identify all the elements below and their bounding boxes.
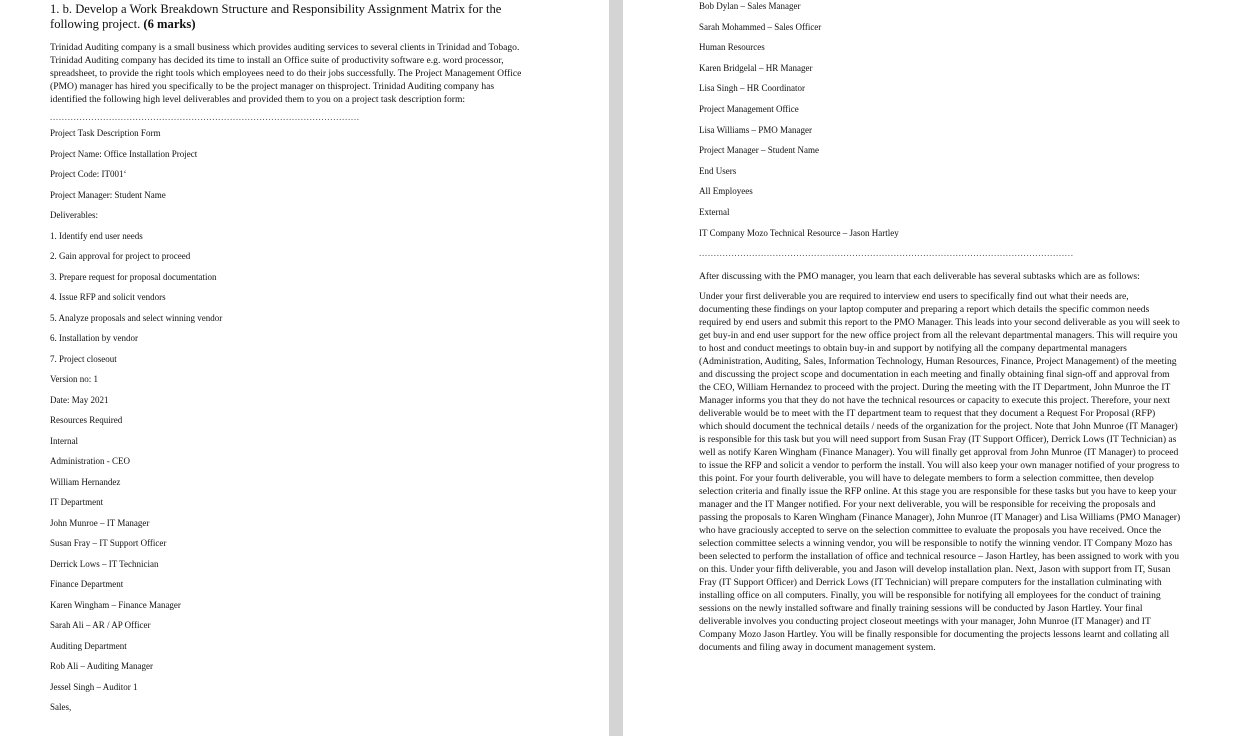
resource-line: End Users: [699, 165, 737, 176]
heading-marks: (6 marks): [143, 17, 196, 31]
task-form-line: 7. Project closeout: [50, 353, 117, 364]
task-form-line: Project Manager: Student Name: [50, 189, 166, 200]
task-form-line: 4. Issue RFP and solicit vendors: [50, 292, 166, 302]
task-form-line: Deliverables:: [50, 210, 98, 220]
task-form-line: Administration - CEO: [50, 456, 130, 466]
resource-line: Lisa Singh – HR Coordinator: [699, 83, 805, 94]
task-form-line: Karen Wingham – Finance Manager: [50, 599, 181, 610]
task-form-line: 3. Prepare request for proposal documentation: [50, 271, 217, 282]
resource-line: Bob Dylan – Sales Manager: [699, 1, 801, 11]
task-form-line: 6. Installation by vendor: [50, 333, 138, 343]
document-page-left: [0, 0, 609, 736]
task-form-line: Susan Fray – IT Support Officer: [50, 538, 167, 548]
task-form-line: Project Task Description Form: [50, 128, 161, 138]
subtask-detail-paragraph: Under your first deliverable you are required to interview end users to specifically find out what their needs are, documenting these findings on your laptop computer and preparing a report which details the specific common needs required by end users and submit this report to the PMO Manager. This leads into your second deliverable as you will seek to get buy-in and end user support for the new office project from all the relevant departmental managers. This will require you to host and conduct meetings to obtain buy-in and support by notifying all the company departmental managers (Administration, Auditing, Sales, Information Technology, Human Resources, Finance, Project Management) of the meeting and discussing the project scope and documentation in each meeting and finally obtaining final sign-off and approval from the CEO, William Hernandez to proceed with the project. During the meeting with the IT Department, John Munroe the IT Manager informs you that they do not have the technical resources or capacity to execute this project. Therefore, your next deliverable would be to meet with the IT department team to request that they document a Request For Proposal (RFP) which should document the technical details / needs of the organization for the project. Note that John Munroe (IT Manager) is responsible for this task but you will need support from Susan Fray (IT Support Officer), Derrick Lows (IT Technician) as well as notify Karen Wingham (Finance Manager). You will finally get approval from John Munroe (IT Manager) to proceed to issue the RFP and solicit a vendor to perform the install. You will also keep your own manager notified of your progress to this point. For your fourth deliverable, you will have to delegate members to form a selection committee, then develop selection criteria and finally issue the RFP online. At this stage you are responsible for these tasks but you have to keep your manager and the IT Manger notified. For your next deliverable, you will be responsible for receiving the proposals and passing the proposals to Karen Wingham (Finance Manager), John Munroe (IT Manager) and Lisa Williams (PMO Manager) who have graciously accepted to serve on the selection committee to evaluate the proposals you have received. Once the selection committee selects a winning vendor, you will be responsible to notify the winning vendor. IT Company Mozo has been selected to perform the installation of office and technical resource – Jason Hartley, has been assigned to work with you on this. Under your fifth deliverable, you and Jason will develop installation plan. Next, Jason with support from IT, Susan Fray (IT Support Officer) and Derrick Lows (IT Technician) will prepare computers for the installation culminating with installing office on all computers. Finally, you will be responsible for notifying all employees for the conduct of training sessions on the newly installed software and finally training sessions will be conducted by Jason Hartley. Your final deliverable involves you conducting project closeout meetings with your manager, John Munroe (IT Manager) and IT Company Mozo Jason Hartley. You will be finally responsible for documenting the projects lessons learnt and collating all documents and filing away in document management system.: [699, 291, 1181, 654]
task-form-line: Sarah Ali – AR / AP Officer: [50, 620, 151, 630]
task-form-line: Date: May 2021: [50, 394, 109, 405]
heading-text: 1. b. Develop a Work Breakdown Structure and Responsibility Assignment Matrix for the following project.: [50, 2, 502, 31]
task-form-line: William Hernandez: [50, 476, 121, 487]
task-form-line: Project Name: Office Installation Project: [50, 148, 198, 159]
task-form-line: Rob Ali – Auditing Manager: [50, 661, 153, 671]
task-form-line: IT Department: [50, 497, 104, 507]
task-form-line: Sales,: [50, 702, 72, 712]
task-form-line: 2. Gain approval for project to proceed: [50, 251, 191, 261]
task-description-list: [50, 128, 609, 712]
task-form-line: Version no: 1: [50, 374, 98, 384]
task-form-line: 5. Analyze proposals and select winning vendor: [50, 312, 223, 323]
task-form-line: Project Code: IT001‘: [50, 169, 127, 179]
intro-paragraph: Trinidad Auditing company is a small business which provides auditing services to several clients in Trinidad and Tobago. Trinidad Auditing company has decided its time to install an Office suite of productivity software e.g. word processor, spreadsheet, to provide the right tools which employees need to do their jobs successfully. The Project Management Office (PMO) manager has hired you specifically to be the project manager on thisproject. Trinidad Auditing company has identified the following high level deliverables and provided them to you on a project task description form:: [50, 42, 522, 105]
resource-list: [699, 1, 1243, 238]
separator-line-right: ...............................................................................................................................: [699, 248, 1074, 259]
question-heading: [50, 2, 530, 32]
resource-line: Human Resources: [699, 42, 765, 53]
task-form-line: Resources Required: [50, 415, 123, 425]
task-form-line: Jessel Singh – Auditor 1: [50, 681, 138, 692]
resource-line: Lisa Williams – PMO Manager: [699, 124, 812, 135]
resource-line: Karen Bridgelal – HR Manager: [699, 62, 813, 73]
resource-line: External: [699, 206, 730, 217]
task-form-line: 1. Identify end user needs: [50, 230, 143, 241]
task-form-line: John Munroe – IT Manager: [50, 517, 150, 528]
document-page-right: [623, 0, 1243, 736]
resource-line: IT Company Mozo Technical Resource – Jason Hartley: [699, 227, 899, 238]
task-form-line: Internal: [50, 435, 78, 446]
resource-line: Project Management Office: [699, 103, 799, 114]
task-form-line: Auditing Department: [50, 640, 127, 651]
resource-line: Sarah Mohammed – Sales Officer: [699, 21, 822, 32]
resource-line: All Employees: [699, 186, 753, 197]
task-form-line: Finance Department: [50, 579, 124, 589]
separator-line: .........................................................................................................: [50, 112, 360, 122]
subtask-intro-paragraph: After discussing with the PMO manager, you learn that each deliverable has several subtasks which are as follows:: [699, 271, 1140, 283]
resource-line: Project Manager – Student Name: [699, 145, 819, 156]
task-form-line: Derrick Lows – IT Technician: [50, 558, 159, 569]
